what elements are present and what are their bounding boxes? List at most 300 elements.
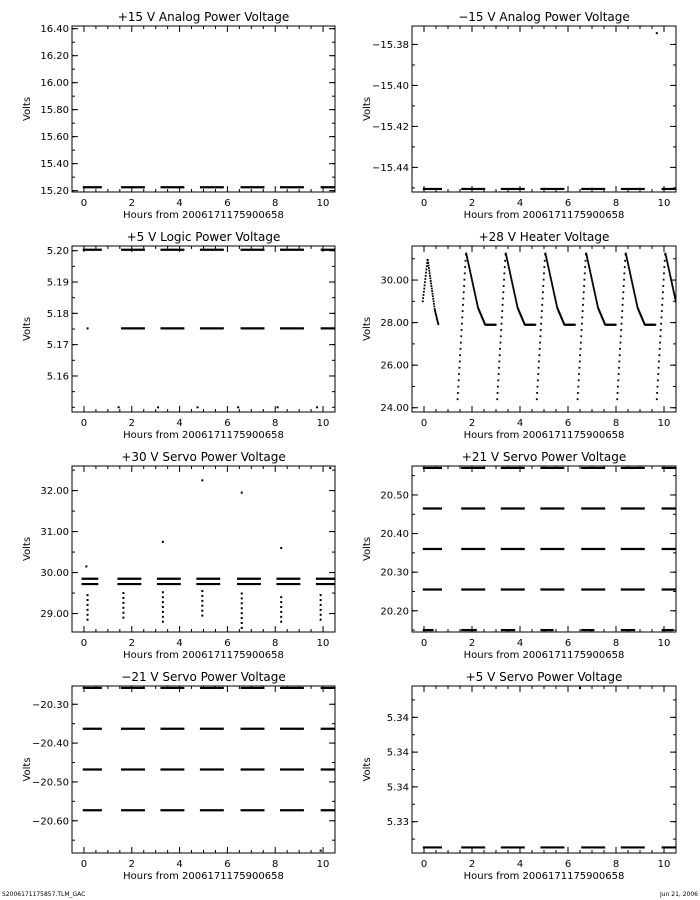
data-point [588,266,590,268]
y-tick-label: 24.00 [380,403,409,415]
data-point [507,263,509,265]
data-point [635,297,637,299]
data-point [594,291,596,293]
data-point [547,263,549,265]
data-point [474,292,476,294]
data-point [546,258,548,260]
x-tick-label: 6 [564,638,572,649]
data-point [634,292,636,294]
y-axis-label: Volts [22,757,33,782]
data-point [554,297,556,299]
plot-frame [72,26,335,192]
data-point [475,296,477,298]
data-point [498,361,500,363]
data-point [471,281,473,283]
data-point [162,621,164,623]
data-point [550,277,552,279]
data-point [423,288,425,290]
data-point [431,288,433,290]
data-point [590,274,592,276]
data-point [592,284,594,286]
data-point [586,254,588,256]
data-point [628,268,630,270]
data-point [459,367,461,369]
data-point [474,294,476,296]
data-point [468,266,470,268]
data-point [617,392,619,394]
data-point [663,279,665,281]
data-point [672,286,674,288]
data-point [465,260,467,262]
data-layer [423,468,686,630]
y-tick-label: 15.20 [40,186,69,198]
data-point [622,291,624,293]
chart-panel-2 [362,10,686,221]
data-point [541,310,543,312]
data-point [162,611,164,613]
data-point [656,398,658,400]
data-point [511,281,513,283]
data-point [585,253,587,255]
data-point [460,342,462,344]
data-point [618,361,620,363]
data-point [468,263,470,265]
data-point [118,406,120,408]
data-point [502,291,504,293]
data-point [579,367,581,369]
data-point [320,619,322,621]
data-point [547,266,549,268]
x-tick-label: 4 [176,859,183,870]
data-point [459,354,461,356]
y-tick-label: 16.40 [40,24,69,36]
data-point [87,599,89,601]
data-point [457,398,459,400]
data-point [503,279,505,281]
x-tick-label: 6 [224,638,231,649]
x-tick-label: 8 [612,418,620,429]
data-point [426,265,428,267]
data-point [667,266,669,268]
data-point [582,310,584,312]
y-tick-label: −20.50 [31,777,69,789]
data-point [504,272,506,274]
data-point [501,323,503,325]
data-layer [83,250,345,409]
data-point [590,273,592,275]
data-point [556,304,558,306]
data-point [541,304,543,306]
x-tick-label: 4 [516,859,524,870]
data-point [426,269,428,271]
y-axis-label: Volts [22,96,33,122]
data-point [162,616,164,618]
data-point [241,597,243,599]
x-tick-label: 4 [516,418,524,429]
data-point [636,304,638,306]
data-point [432,293,434,295]
data-point [541,317,543,319]
data-point [507,261,509,263]
x-tick-label: 2 [128,859,135,870]
x-tick-label: 6 [224,859,231,870]
data-point [515,301,517,303]
x-tick-label: 4 [516,638,524,649]
data-point [201,610,203,612]
data-point [580,335,582,337]
data-point [540,335,542,337]
data-point [458,373,460,375]
x-tick-label: 2 [128,198,135,209]
data-point [670,277,672,279]
footer-date: Jun 21, 2006 [659,891,698,898]
data-point [536,398,538,400]
data-point [241,592,243,594]
data-point [470,273,472,275]
data-point [428,267,430,269]
data-point [515,297,517,299]
data-point [509,271,511,273]
data-point [508,268,510,270]
data-point [539,348,541,350]
y-tick-label: 20.30 [380,567,409,579]
data-point [632,286,634,288]
x-tick-label: 2 [468,638,476,649]
data-point [87,594,89,596]
data-point [424,278,426,280]
data-point [201,600,203,602]
data-point [466,258,468,260]
x-tick-label: 6 [564,198,572,209]
x-tick-label: 0 [420,418,428,429]
data-point [512,286,514,288]
data-point [476,301,478,303]
data-point [670,276,672,278]
data-point [552,286,554,288]
data-point [627,261,629,263]
data-point [87,619,89,621]
data-point [633,287,635,289]
data-point [473,289,475,291]
y-tick-label: −20.40 [31,738,69,750]
x-tick-label: 10 [316,418,330,429]
data-point [659,342,661,344]
data-point [626,256,628,258]
data-point [629,273,631,275]
data-point [551,284,553,286]
data-point [654,324,656,326]
data-point [472,282,474,284]
data-point [428,265,430,267]
data-point [584,272,586,274]
data-point [615,324,617,326]
data-point [424,284,426,286]
x-axis-label: Hours from 2006171175900658 [463,210,625,221]
data-point [511,282,513,284]
data-point [280,611,282,613]
x-tick-label: 4 [176,418,183,429]
x-tick-label: 6 [564,859,572,870]
data-point [629,269,631,271]
data-point [656,32,658,34]
data-point [592,282,594,284]
x-axis-label: Hours from 2006171175900658 [123,871,284,882]
data-point [632,284,634,286]
data-point [432,295,434,297]
x-tick-label: 8 [612,859,620,870]
data-point [633,291,635,293]
data-point [667,263,669,265]
data-point [577,386,579,388]
data-point [280,601,282,603]
data-layer [423,32,686,189]
data-point [577,392,579,394]
x-tick-label: 2 [128,418,135,429]
data-point [624,266,626,268]
data-point [423,291,425,293]
y-axis-label: Volts [362,316,373,342]
data-point [162,601,164,603]
data-point [122,607,124,609]
data-point [316,406,318,408]
data-point [660,329,662,331]
data-point [237,406,239,408]
data-point [537,379,539,381]
x-tick-label: 8 [612,198,620,209]
data-point [622,304,624,306]
data-point [505,254,507,256]
data-point [433,300,435,302]
data-point [470,274,472,276]
data-point [585,260,587,262]
data-point [534,324,536,326]
data-point [674,297,676,299]
data-point [669,274,671,276]
y-tick-label: 5.33 [386,817,409,829]
data-point [589,269,591,271]
data-point [457,386,459,388]
data-point [241,492,243,494]
data-point [536,392,538,394]
data-point [466,254,468,256]
y-tick-label: 31.00 [40,527,69,539]
data-point [657,379,659,381]
data-point [622,298,624,300]
data-point [157,406,159,408]
y-tick-label: 30.00 [380,275,409,287]
data-point [620,335,622,337]
data-point [429,277,431,279]
x-tick-label: 0 [80,418,88,429]
data-point [87,604,89,606]
data-point [458,379,460,381]
x-tick-label: 8 [272,198,279,209]
data-point [553,291,555,293]
data-point [467,259,469,261]
data-point [427,260,429,262]
y-axis-label: Volts [362,757,373,782]
data-point [596,302,598,304]
data-point [201,590,203,592]
chart-title: −21 V Servo Power Voltage [121,670,286,684]
data-point [320,599,322,601]
data-point [596,301,598,303]
data-point [516,302,518,304]
x-tick-label: 6 [224,198,231,209]
data-point [423,294,425,296]
data-point [431,285,433,287]
data-point [498,367,500,369]
data-point [629,271,631,273]
data-point [513,287,515,289]
data-point [542,285,544,287]
data-point [162,541,164,543]
y-tick-label: 16.20 [40,51,69,63]
data-point [634,296,636,298]
y-tick-label: 15.80 [40,105,69,117]
plot-frame [412,26,676,192]
data-point [85,565,87,567]
data-point [470,276,472,278]
data-point [668,269,670,271]
y-axis-label: Volts [362,536,373,562]
x-tick-label: 4 [176,198,183,209]
data-point [495,324,497,326]
data-layer [422,253,677,401]
data-point [122,602,124,604]
data-point [577,398,579,400]
data-point [669,271,671,273]
data-point [502,298,504,300]
x-tick-label: 0 [420,638,428,649]
data-point [475,297,477,299]
data-point [619,348,621,350]
x-tick-label: 6 [224,418,231,429]
data-point [329,467,331,469]
data-point [551,281,553,283]
data-point [465,253,467,255]
data-point [549,271,551,273]
data-point [514,292,516,294]
x-tick-label: 10 [657,859,671,870]
data-point [241,607,243,609]
y-axis-label: Volts [362,96,373,122]
data-point [618,373,620,375]
data-point [320,594,322,596]
chart-panel-8 [362,670,686,882]
data-point [658,354,660,356]
y-tick-label: −15.44 [371,162,409,174]
data-point [617,379,619,381]
x-tick-label: 2 [468,418,476,429]
data-point [472,284,474,286]
data-point [433,306,435,308]
plot-frame [72,466,335,632]
data-point [635,299,637,301]
x-tick-label: 0 [80,859,88,870]
data-point [320,614,322,616]
data-point [620,329,622,331]
data-point [542,291,544,293]
data-point [595,297,597,299]
y-tick-label: −15.40 [371,80,409,92]
data-point [537,373,539,375]
x-axis-label: Hours from 2006171175900658 [463,430,625,441]
data-point [553,292,555,294]
chart-panel-1 [22,10,345,221]
data-point [593,286,595,288]
data-point [430,280,432,282]
data-point [320,604,322,606]
data-point [543,272,545,274]
data-point [461,329,463,331]
data-layer [82,467,340,629]
data-point [617,386,619,388]
data-point [201,605,203,607]
data-point [280,596,282,598]
data-point [619,354,621,356]
data-point [589,271,591,273]
data-point [630,277,632,279]
data-point [624,260,626,262]
data-point [280,616,282,618]
data-point [666,261,668,263]
x-tick-label: 10 [657,638,671,649]
x-tick-label: 0 [420,859,428,870]
data-point [197,406,199,408]
x-tick-label: 2 [468,859,476,870]
plot-frame [412,686,676,853]
data-point [597,304,599,306]
data-point [463,291,465,293]
data-point [320,850,322,852]
x-tick-label: 8 [272,418,279,429]
data-point [663,266,665,268]
data-point [582,298,584,300]
data-point [588,263,590,265]
data-point [516,304,518,306]
data-point [432,298,434,300]
data-point [636,302,638,304]
data-point [674,296,676,298]
data-point [429,272,431,274]
data-point [457,392,459,394]
data-point [623,285,625,287]
chart-title: +15 V Analog Power Voltage [117,10,290,24]
y-tick-label: 20.40 [380,529,409,541]
data-point [497,379,499,381]
data-point [241,602,243,604]
chart-title: +5 V Servo Power Voltage [465,670,623,684]
data-point [497,392,499,394]
data-point [509,273,511,275]
data-point [425,272,427,274]
data-point [280,621,282,623]
data-point [582,304,584,306]
data-point [424,281,426,283]
data-point [662,285,664,287]
data-point [122,592,124,594]
data-point [673,292,675,294]
data-point [538,354,540,356]
y-tick-label: 28.00 [380,318,409,330]
data-point [591,279,593,281]
data-point [469,268,471,270]
y-tick-label: −15.38 [371,39,409,51]
data-point [474,291,476,293]
x-tick-label: 0 [80,198,88,209]
x-axis-label: Hours from 2006171175900658 [123,430,284,441]
